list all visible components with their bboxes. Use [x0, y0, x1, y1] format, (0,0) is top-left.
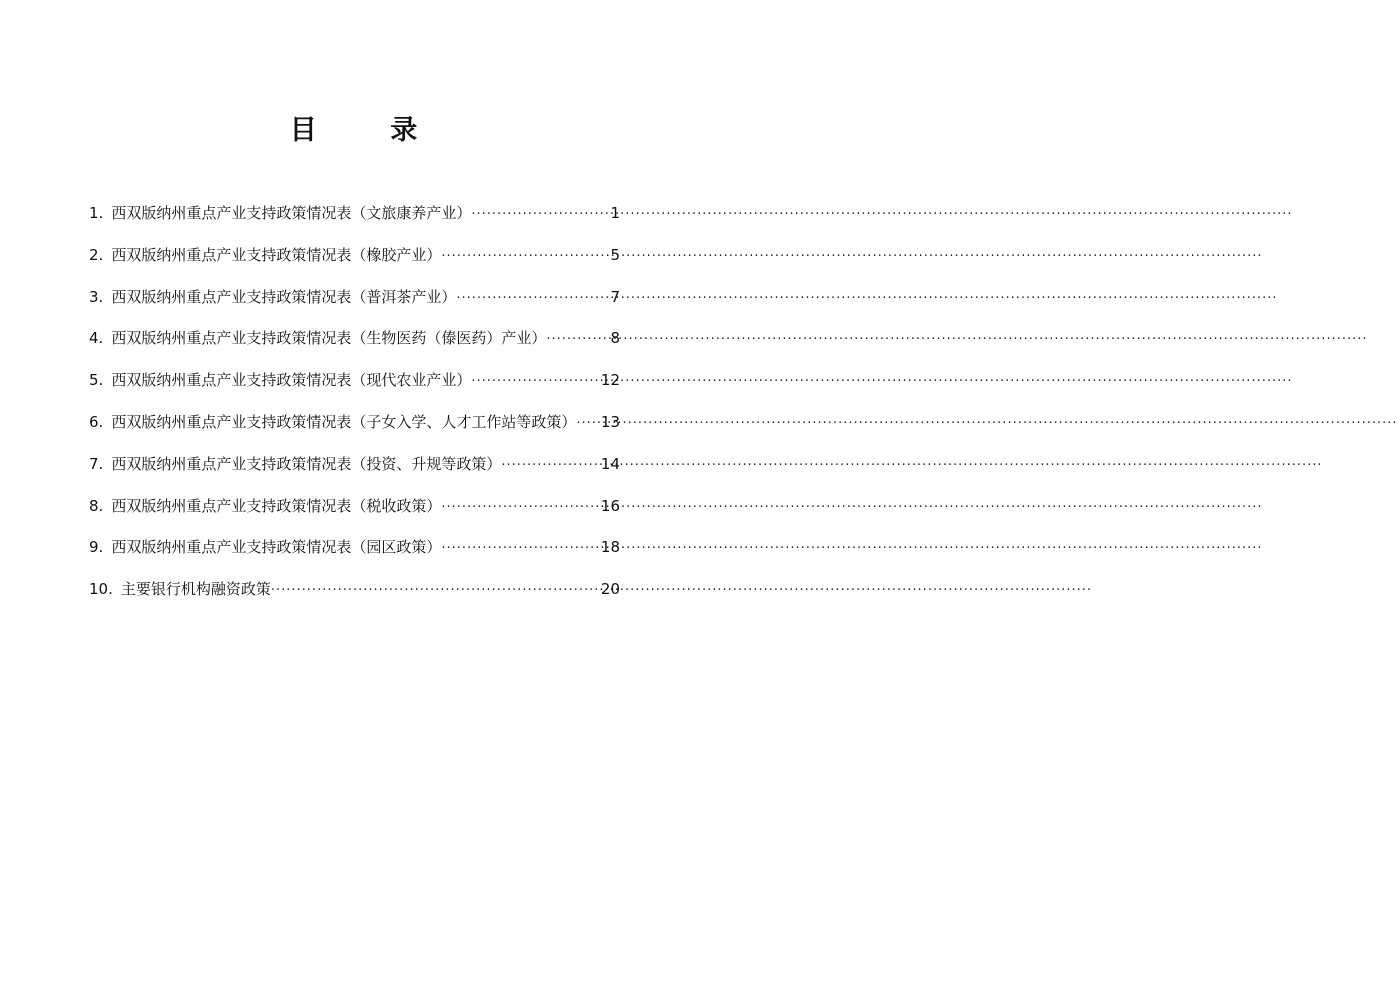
toc-entry[interactable] [89, 453, 620, 495]
toc-entry-number: 1. [89, 204, 104, 222]
dot-leader [546, 332, 609, 347]
toc-entry-number: 7. [89, 454, 104, 473]
toc-entry[interactable] [89, 411, 620, 453]
toc-entry-title: 西双版纳州重点产业支持政策情况表（现代农业产业） [111, 371, 472, 390]
toc-entry-page: 5 [610, 245, 620, 264]
toc-entry-number: 4. [89, 329, 104, 348]
dot-leader [471, 207, 609, 222]
toc-entry-number: 3. [89, 287, 104, 306]
dot-leader [456, 291, 609, 306]
toc-entry-title: 主要银行机构融资政策 [120, 580, 271, 599]
toc-entry-title: 西双版纳州重点产业支持政策情况表（园区政策） [111, 538, 442, 557]
toc-entry-number: 2. [89, 245, 104, 264]
dot-leader [471, 374, 600, 389]
toc-entry[interactable] [89, 202, 620, 244]
toc-entry-number: 10. [89, 580, 113, 599]
toc-entry[interactable] [89, 578, 620, 620]
dot-leader [441, 500, 600, 515]
toc-entry-title: 西双版纳州重点产业支持政策情况表（橡胶产业） [111, 245, 442, 264]
toc-entry[interactable] [89, 369, 620, 411]
dot-leader [441, 541, 600, 556]
dot-leader [576, 416, 600, 431]
toc-entry-number: 9. [89, 538, 104, 557]
toc-list [89, 202, 620, 620]
dot-leader [501, 458, 600, 473]
toc-entry[interactable] [89, 536, 620, 578]
toc-entry-title: 西双版纳州重点产业支持政策情况表（税收政策） [111, 496, 442, 515]
toc-entry-page: 7 [610, 287, 620, 306]
toc-title: 目 录 [289, 115, 450, 146]
toc-entry-title: 西双版纳州重点产业支持政策情况表（普洱茶产业） [111, 287, 457, 306]
dot-leader [441, 249, 609, 264]
toc-entry-page: 14 [600, 454, 620, 473]
toc-entry[interactable] [89, 244, 620, 286]
toc-entry[interactable] [89, 327, 620, 369]
toc-entry-page: 12 [600, 371, 620, 390]
toc-entry-number: 6. [89, 412, 104, 431]
toc-entry-page: 16 [600, 496, 620, 515]
toc-entry[interactable] [89, 286, 620, 328]
toc-entry-title: 西双版纳州重点产业支持政策情况表（子女入学、人才工作站等政策） [111, 412, 577, 431]
toc-entry-page: 18 [600, 538, 620, 557]
toc-entry-page: 8 [610, 329, 620, 348]
toc-entry-title: 西双版纳州重点产业支持政策情况表（生物医药（傣医药）产业） [111, 329, 547, 348]
toc-entry-number: 5. [89, 371, 104, 390]
toc-entry-title: 西双版纳州重点产业支持政策情况表（投资、升规等政策） [111, 454, 502, 473]
dot-leader [271, 583, 600, 598]
toc-entry-title: 西双版纳州重点产业支持政策情况表（文旅康养产业） [111, 204, 472, 222]
toc-entry-number: 8. [89, 496, 104, 515]
toc-entry-page: 13 [600, 412, 620, 431]
toc-entry-page: 1 [610, 204, 620, 222]
toc-entry[interactable] [89, 495, 620, 537]
toc-entry-page: 20 [600, 580, 620, 599]
